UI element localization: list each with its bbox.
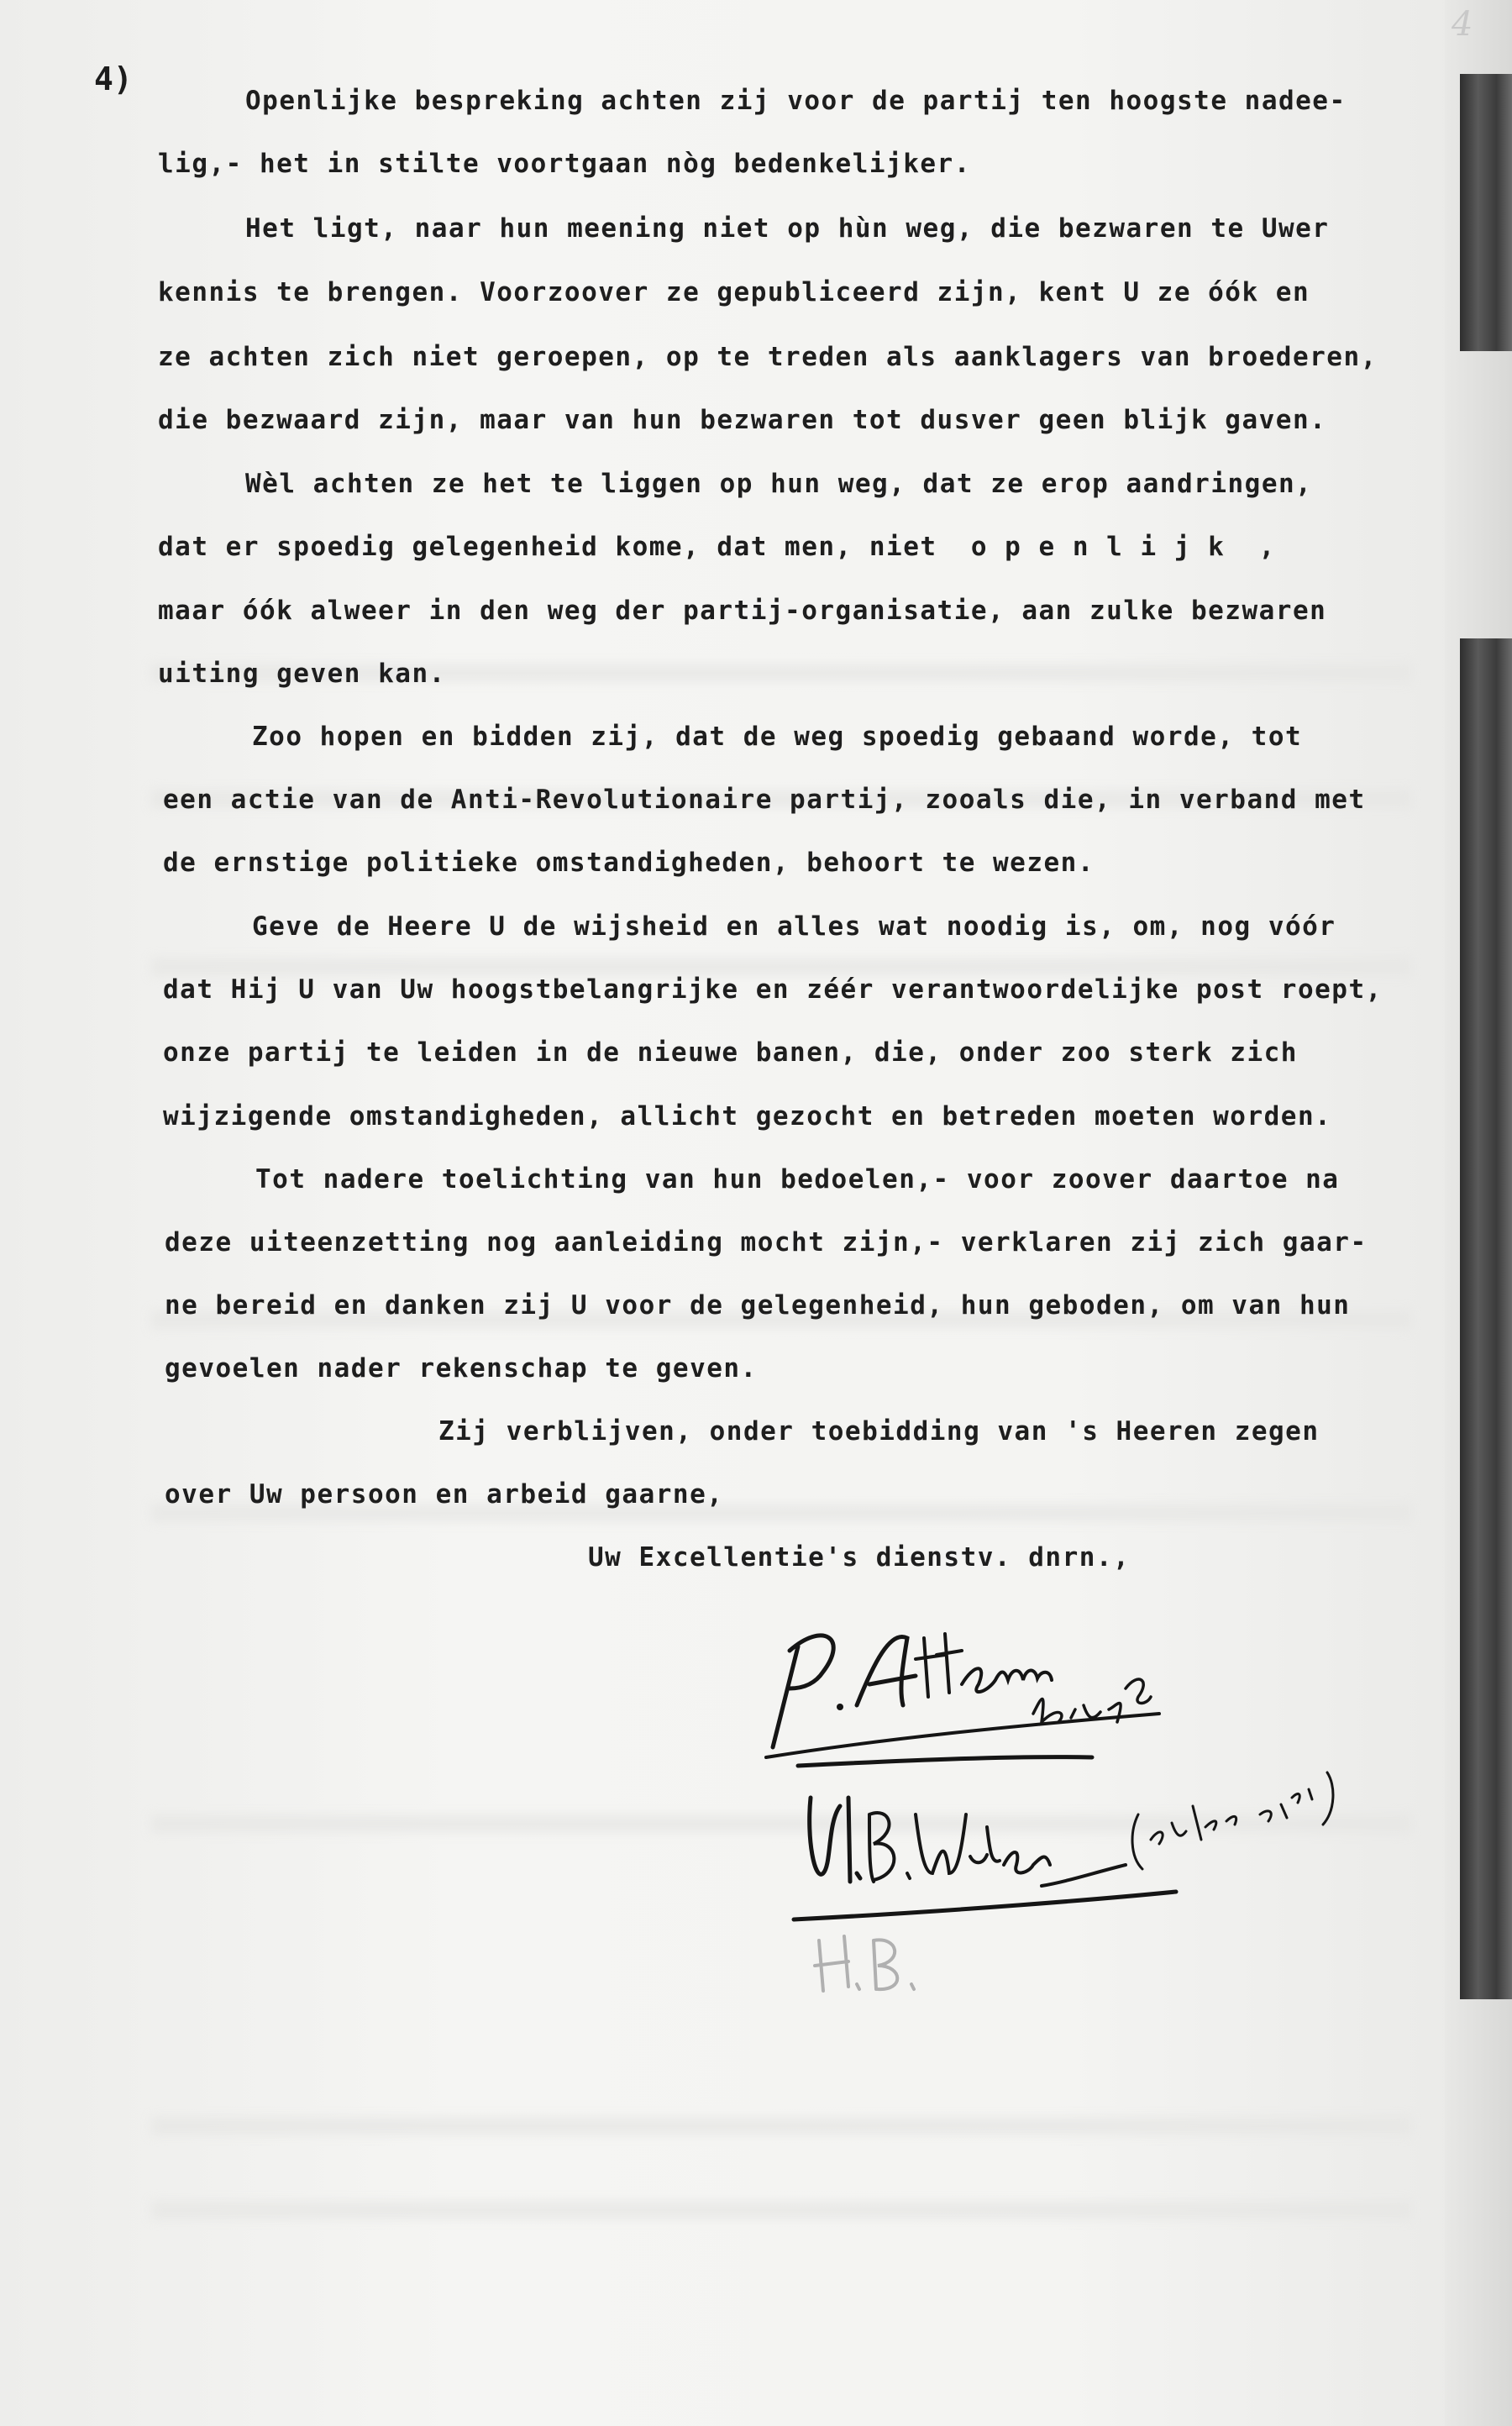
letter-line: Openlijke bespreking achten zij voor de partij ten hoogste nadee- bbox=[245, 86, 1347, 116]
letter-line: dat Hij U van Uw hoogstbelangrijke en zéér verantwoordelijke post roept, bbox=[163, 974, 1383, 1005]
letter-line: uiting geven kan. bbox=[158, 659, 446, 689]
letter-line: Zoo hopen en bidden zij, dat de weg spoedig gebaand worde, tot bbox=[252, 722, 1303, 752]
initials-hb bbox=[811, 1924, 928, 1999]
closing-formula: Uw Excellentie's dienstv. dnrn., bbox=[588, 1542, 1131, 1573]
letter-line: kennis te brengen. Voorzoover ze gepubliceerd zijn, kent U ze óók en bbox=[158, 277, 1310, 307]
letter-line: wijzigende omstandigheden, allicht gezocht en betreden moeten worden. bbox=[163, 1101, 1332, 1132]
letter-line: over Uw persoon en arbeid gaarne, bbox=[165, 1479, 724, 1510]
reverse-side-bleed bbox=[151, 2117, 1411, 2135]
letter-line: dat er spoedig gelegenheid kome, dat men, niet o p e n l i j k , bbox=[158, 532, 1276, 562]
letter-line: gevoelen nader rekenschap te geven. bbox=[165, 1353, 758, 1384]
letter-line: ze achten zich niet geroepen, op te treden als aanklagers van broederen, bbox=[158, 342, 1378, 372]
binding-edge-shadow bbox=[1460, 74, 1512, 351]
signature-wieland bbox=[790, 1747, 1394, 1940]
letter-line: Wèl achten ze het te liggen op hun weg, dat ze erop aandringen, bbox=[245, 469, 1313, 499]
letter-line: maar óók alweer in den weg der partij-organisatie, aan zulke bezwaren bbox=[158, 596, 1327, 626]
signature-attema bbox=[756, 1613, 1193, 1764]
letter-line: Het ligt, naar hun meening niet op hùn weg, die bezwaren te Uwer bbox=[245, 213, 1330, 244]
letter-line: onze partij te leiden in de nieuwe banen, die, onder zoo sterk zich bbox=[163, 1037, 1298, 1068]
reverse-side-bleed bbox=[151, 2201, 1411, 2219]
letter-line: de ernstige politieke omstandigheden, behoort te wezen. bbox=[163, 848, 1095, 878]
binding-edge-shadow bbox=[1460, 638, 1512, 1999]
letter-line: ne bereid en danken zij U voor de gelegenheid, hun geboden, om van hun bbox=[165, 1290, 1351, 1321]
letter-line: Tot nadere toelichting van hun bedoelen,- voor zoover daartoe na bbox=[255, 1164, 1340, 1195]
letter-line: lig,- het in stilte voortgaan nòg bedenkelijker. bbox=[158, 149, 971, 179]
corner-page-mark: 4 bbox=[1452, 5, 1473, 44]
letter-line: Geve de Heere U de wijsheid en alles wat noodig is, om, nog vóór bbox=[252, 911, 1336, 942]
letter-line: deze uiteenzetting nog aanleiding mocht zijn,- verklaren zij zich gaar- bbox=[165, 1227, 1368, 1258]
letter-line: die bezwaard zijn, maar van hun bezwaren tot dusver geen blijk gaven. bbox=[158, 405, 1327, 435]
letter-line: een actie van de Anti-Revolutionaire partij, zooals die, in verband met bbox=[163, 785, 1366, 815]
letter-line: Zij verblijven, onder toebidding van 's Heeren zegen bbox=[438, 1416, 1320, 1447]
page-number: 4) bbox=[94, 60, 133, 97]
